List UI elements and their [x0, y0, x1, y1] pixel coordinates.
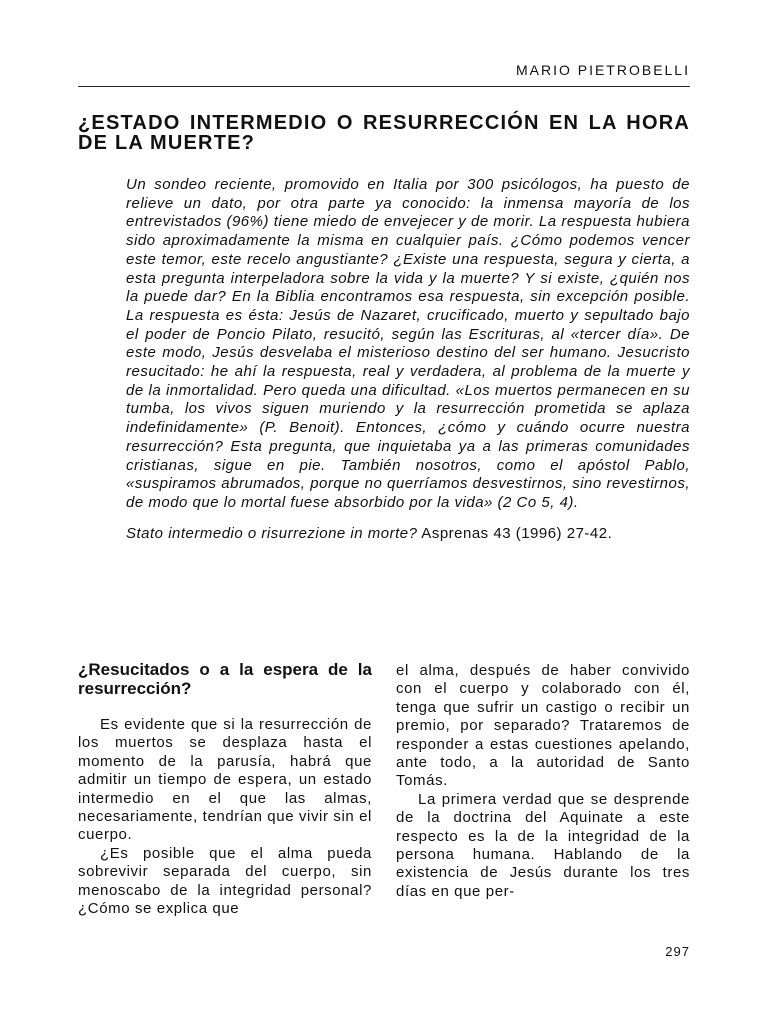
abstract-text: Un sondeo reciente, promovido en Italia por 300 psicólogos, ha puesto de relieve un dato, por otra parte ya conocido: la inmensa mayoría de los entrevistados (96%) tiene miedo de envejecer y de morir. La respuesta hubiera sido aproximadamente la misma en cualquier país. ¿Cómo podemos vencer este temor, este recelo angustiante? ¿Existe una respuesta, segura y cierta, a esta pregunta interpeladora sobre la vida y la muerte? Y si existe, ¿quién nos la puede dar? En la Biblia encontramos esa respuesta, sin excepción posible. La respuesta es ésta: Jesús de Nazaret, crucificado, muerto y sepultado bajo el poder de Poncio Pilato, resucitó, según las Escrituras, al «tercer día». De este modo, Jesús desvelaba el misterioso destino del ser humano. Jesucristo resucitado: he ahí la respuesta, real y verdadera, al problema de la muerte y de la inmortalidad. Pero queda una dificultad. «Los muertos permanecen en su tumba, los vivos siguen muriendo y la resurrección prometida se aplaza indefinidamente» (P. Benoit). Entonces, ¿cómo y cuándo ocurre nuestra resurrección? Esta pregunta, que inquietaba ya a las primeras comunidades cristianas, sigue en pie. También nosotros, como el apóstol Pablo, «suspiramos abrumados, porque no querríamos desvestirnos, sino revestirnos, de modo que lo mortal fuese absorbido por la vida» (2 Co 5, 4). — [126, 176, 690, 511]
right-column — [396, 662, 690, 901]
page-number: 297 — [665, 944, 690, 959]
body-paragraph: Es evidente que si la resurrección de los muertos se desplaza hasta el momento de la parusía, habrá que admitir un tiempo de espera, un estado intermedio en el que las almas, necesariamente, tendrían que vivir sin el cuerpo. — [78, 716, 372, 844]
left-column — [78, 660, 372, 918]
header-rule — [78, 86, 690, 87]
body-paragraph: el alma, después de haber convivido con el cuerpo y colaborado con él, tenga que sufrir un castigo o recibir un premio, por separado? Trataremos de responder a estas cuestiones apelando, ante todo, a la autoridad de Santo Tomás. — [396, 662, 690, 790]
body-paragraph: ¿Es posible que el alma pueda sobrevivir separada del cuerpo, sin menoscabo de la integridad personal? ¿Cómo se explica que — [78, 844, 372, 918]
source-citation: Asprenas 43 (1996) 27-42. — [417, 524, 613, 542]
running-head: MARIO PIETROBELLI — [515, 62, 690, 78]
article-title: ¿ESTADO INTERMEDIO O RESURRECCIÓN EN LA HORA DE LA MUERTE? — [78, 112, 690, 154]
abstract — [126, 176, 690, 543]
section-heading: ¿Resucitados o a la espera de la resurrección? — [78, 660, 372, 698]
body-paragraph: La primera verdad que se desprende de la doctrina del Aquinate a este respecto es la de la integridad de la persona humana. Hablando de la existencia de Jesús durante los tres días en que per- — [396, 790, 690, 900]
source-reference — [126, 525, 690, 544]
source-title: Stato intermedio o risurrezione in morte? — [126, 524, 418, 542]
